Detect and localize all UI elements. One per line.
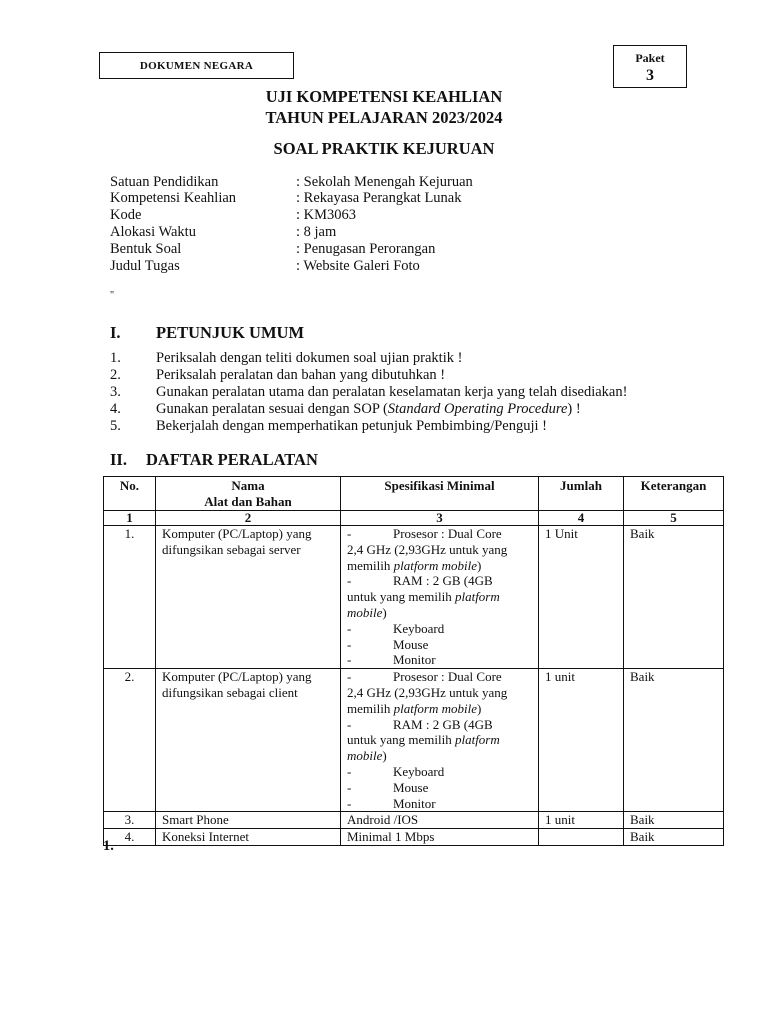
- spec-prosesor-cont2-end: ): [477, 557, 482, 573]
- spec-ram-cont: untuk yang memilih: [347, 732, 455, 748]
- spec-prosesor-cont: 2,4 GHz (2,93GHz untuk yang: [347, 684, 508, 700]
- spec-prosesor-cont2-end: ): [477, 700, 482, 716]
- header-nama-line-2: Alat dan Bahan: [204, 493, 292, 509]
- header-spesifikasi: Spesifikasi Minimal: [341, 477, 539, 511]
- spec-ram-cont2-italic: mobile: [347, 604, 383, 620]
- list-item-number: 3.: [110, 384, 121, 400]
- list-item: [110, 367, 445, 384]
- spec-prosesor-cont2-italic: platform mobile: [393, 700, 478, 716]
- row-nama: Komputer (PC/Laptop) yang difungsikan sebagai server: [156, 526, 341, 669]
- index-cell: 1: [104, 511, 156, 526]
- list-item-text: Gunakan peralatan sesuai dengan SOP (: [156, 401, 388, 417]
- row-nama: Smart Phone: [156, 812, 341, 829]
- spec-prosesor-cont: 2,4 GHz (2,93GHz untuk yang: [347, 541, 508, 557]
- row-jumlah: 1 unit: [539, 812, 624, 829]
- list-item-text: Bekerjalah dengan memperhatikan petunjuk Pembimbing/Penguji !: [156, 418, 548, 434]
- row-no: 3.: [104, 812, 156, 829]
- list-item-number: 4.: [110, 401, 121, 417]
- row-jumlah: 1 unit: [539, 669, 624, 812]
- spec-ram: RAM : 2 GB (4GB: [393, 573, 493, 589]
- trailing-list-number: 1.: [103, 838, 114, 854]
- row-keterangan: Baik: [624, 669, 724, 812]
- spec-prosesor-cont2: memilih: [347, 557, 394, 573]
- list-item-text: Periksalah peralatan dan bahan yang dibutuhkan !: [156, 367, 446, 383]
- spec-ram-cont2-end: ): [382, 604, 387, 620]
- spec-ram-cont-italic: platform: [454, 732, 500, 748]
- spec-prosesor: Prosesor : Dual Core: [393, 669, 502, 685]
- stray-mark: ": [110, 290, 115, 301]
- spec-prosesor-cont2: memilih: [347, 700, 394, 716]
- spec-dash: -: [347, 636, 352, 652]
- info-value: : Website Galeri Foto: [296, 258, 420, 274]
- table-row: [104, 812, 724, 829]
- row-jumlah: 1 Unit: [539, 526, 624, 669]
- spec-ram-cont2-end: ): [382, 748, 387, 764]
- list-item: [110, 350, 462, 367]
- paket-number: 3: [646, 67, 654, 84]
- info-row: [110, 258, 420, 275]
- spec-dash: -: [347, 669, 352, 685]
- info-row: [110, 174, 473, 191]
- spec-monitor: Monitor: [393, 652, 436, 668]
- spec-mouse: Mouse: [393, 779, 429, 795]
- spec-dash: -: [347, 795, 352, 811]
- spec-ram-cont2-italic: mobile: [347, 748, 383, 764]
- info-row: [110, 207, 356, 224]
- info-key: Satuan Pendidikan: [110, 174, 219, 190]
- info-value: : 8 jam: [296, 224, 337, 240]
- spec-dash: -: [347, 763, 352, 779]
- info-value: : Rekayasa Perangkat Lunak: [296, 190, 462, 206]
- spec-dash: -: [347, 573, 352, 589]
- info-key: Alokasi Waktu: [110, 224, 196, 240]
- list-item-text-italic: Standard Operating Procedure: [387, 401, 568, 417]
- row-keterangan: Baik: [624, 526, 724, 669]
- spec-mouse: Mouse: [393, 636, 429, 652]
- spec-dash: -: [347, 526, 352, 541]
- spec-keyboard: Keyboard: [393, 763, 445, 779]
- row-nama: Koneksi Internet: [156, 829, 341, 846]
- info-value: : Penugasan Perorangan: [296, 241, 436, 257]
- info-row: [110, 241, 435, 258]
- list-item-text: Periksalah dengan teliti dokumen soal ujian praktik !: [156, 350, 463, 366]
- spec-monitor: Monitor: [393, 795, 436, 811]
- section-1-title: PETUNJUK UMUM: [156, 323, 305, 342]
- info-row: [110, 224, 336, 241]
- info-key: Bentuk Soal: [110, 241, 182, 257]
- spec-dash: -: [347, 779, 352, 795]
- spec-dash: -: [347, 652, 352, 668]
- row-spec: [341, 669, 539, 812]
- index-cell: 5: [624, 511, 724, 526]
- equipment-table: [103, 476, 724, 846]
- header-nama: [156, 477, 341, 511]
- header-jumlah: Jumlah: [539, 477, 624, 511]
- list-item-number: 1.: [110, 350, 121, 366]
- header-no: No.: [104, 477, 156, 511]
- row-no: 4.: [104, 829, 156, 846]
- document-classification-label: DOKUMEN NEGARA: [139, 60, 254, 72]
- section-2-numeral: II.: [110, 450, 127, 469]
- table-row: [104, 526, 724, 669]
- row-keterangan: Baik: [624, 812, 724, 829]
- index-cell: 4: [539, 511, 624, 526]
- index-cell: 3: [341, 511, 539, 526]
- index-cell: 2: [156, 511, 341, 526]
- spec-ram: RAM : 2 GB (4GB: [393, 716, 493, 732]
- section-2-title: DAFTAR PERALATAN: [146, 450, 318, 469]
- info-row: [110, 190, 461, 207]
- spec-dash: -: [347, 620, 352, 636]
- list-item: [110, 418, 547, 435]
- section-1-numeral: I.: [110, 323, 121, 342]
- title-line-1: UJI KOMPETENSI KEAHLIAN: [265, 87, 503, 106]
- info-value: : KM3063: [296, 207, 357, 223]
- spec-prosesor-cont2-italic: platform mobile: [393, 557, 478, 573]
- list-item-text: Gunakan peralatan utama dan peralatan keselamatan kerja yang telah disediakan!: [156, 384, 628, 400]
- paket-label: Paket: [635, 51, 665, 65]
- row-no: 2.: [104, 669, 156, 812]
- info-key: Kompetensi Keahlian: [110, 190, 237, 206]
- spec-ram-cont-italic: platform: [454, 589, 500, 605]
- list-item-number: 5.: [110, 418, 121, 434]
- row-keterangan: Baik: [624, 829, 724, 846]
- row-jumlah: [539, 829, 624, 846]
- list-item-number: 2.: [110, 367, 121, 383]
- title-line-2: TAHUN PELAJARAN 2023/2024: [265, 108, 503, 127]
- list-item: [110, 401, 581, 418]
- spec-prosesor: Prosesor : Dual Core: [393, 526, 502, 541]
- table-row: [104, 669, 724, 812]
- info-key: Kode: [110, 207, 142, 223]
- spec-keyboard: Keyboard: [393, 620, 445, 636]
- spec-ram-cont: untuk yang memilih: [347, 589, 455, 605]
- table-row: [104, 829, 724, 846]
- spec-dash: -: [347, 716, 352, 732]
- list-item: [110, 384, 627, 401]
- info-key: Judul Tugas: [110, 258, 180, 274]
- info-value: : Sekolah Menengah Kejuruan: [296, 174, 473, 190]
- row-spec: Minimal 1 Mbps: [341, 829, 539, 846]
- paket-box: [613, 45, 687, 88]
- header-keterangan: Keterangan: [624, 477, 724, 511]
- header-nama-line-1: Nama: [231, 478, 265, 493]
- list-item-text-end: ) !: [567, 401, 581, 417]
- row-spec: [341, 526, 539, 669]
- table-index-row: [104, 511, 724, 526]
- title-line-3: SOAL PRAKTIK KEJURUAN: [273, 139, 495, 158]
- row-nama: Komputer (PC/Laptop) yang difungsikan sebagai client: [156, 669, 341, 812]
- row-no: 1.: [104, 526, 156, 669]
- table-header-row: [104, 477, 724, 511]
- document-classification-box: [99, 52, 294, 79]
- row-spec: Android /IOS: [341, 812, 539, 829]
